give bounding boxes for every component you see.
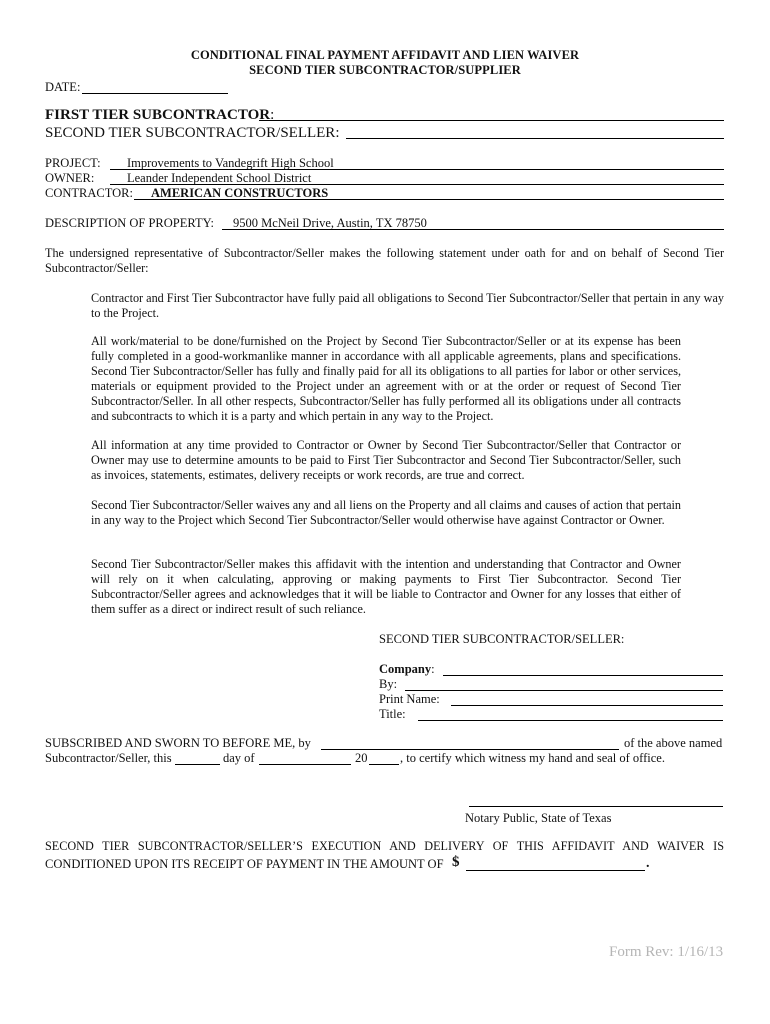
company-label: Company:	[379, 662, 435, 676]
print-name-label: Print Name:	[379, 692, 440, 706]
statement-paragraph: Second Tier Subcontractor/Seller waives any and all liens on the Property and all claims and causes of action that pertain in any way to the Project which Second Tier Subcontractor/Seller would otherwise have against Contractor or Owner.	[91, 498, 681, 527]
sworn-text: SUBSCRIBED AND SWORN TO BEFORE ME, by	[45, 736, 311, 750]
dollar-sign: $	[452, 854, 460, 870]
form-subtitle: SECOND TIER SUBCONTRACTOR/SUPPLIER	[249, 63, 521, 77]
intro-statement: The undersigned representative of Subcontractor/Seller makes the following statement under oath for and on behalf of Second Tier Subcontractor/Seller:	[45, 246, 724, 275]
by-label: By:	[379, 677, 398, 691]
project-value: Improvements to Vandegrift High School	[127, 156, 334, 170]
title-field[interactable]	[418, 707, 723, 721]
owner-value: Leander Independent School District	[127, 171, 312, 185]
contractor-value: AMERICAN CONSTRUCTORS	[151, 186, 329, 200]
sworn-text: , to certify which witness my hand and seal of office.	[400, 751, 665, 765]
property-label: DESCRIPTION OF PROPERTY:	[45, 216, 214, 230]
notary-signature-field[interactable]	[469, 793, 723, 807]
second-tier-field[interactable]	[346, 124, 724, 139]
sworn-text: 20	[355, 751, 368, 765]
second-tier-label: SECOND TIER SUBCONTRACTOR/SELLER:	[45, 125, 340, 141]
statement-paragraph: Contractor and First Tier Subcontractor have fully paid all obligations to Second Tier Subcontractor/Seller that pertain in any way to the Project.	[91, 291, 724, 320]
statement-paragraph: Second Tier Subcontractor/Seller makes this affidavit with the intention and understanding that Contractor and Owner will rely on it when calculating, approving or making payments to First Tier Subcontractor. Second Tier Subcontractor/Seller agrees and acknowledges that it will be liable to Contractor and Owner for any losses that either of them suffer as a direct or indirect result of such reliance.	[91, 557, 681, 616]
payment-amount-field[interactable]	[466, 857, 645, 871]
date-label: DATE:	[45, 80, 81, 94]
form-title: CONDITIONAL FINAL PAYMENT AFFIDAVIT AND LIEN WAIVER	[190, 48, 580, 62]
first-tier-label: FIRST TIER SUBCONTRACTOR:	[45, 107, 275, 123]
by-field[interactable]	[405, 677, 723, 691]
signature-heading: SECOND TIER SUBCONTRACTOR/SELLER:	[379, 632, 625, 646]
condition-text: CONDITIONED UPON ITS RECEIPT OF PAYMENT IN THE AMOUNT OF	[45, 857, 444, 871]
sworn-month-field[interactable]	[259, 751, 351, 765]
sworn-by-field[interactable]	[321, 736, 619, 750]
first-tier-field[interactable]	[259, 106, 724, 121]
period: .	[646, 856, 650, 871]
title-label: Title:	[379, 707, 406, 721]
print-name-field[interactable]	[451, 692, 723, 706]
sworn-day-field[interactable]	[175, 751, 220, 765]
sworn-year-field[interactable]	[369, 751, 399, 765]
owner-label: OWNER:	[45, 171, 95, 185]
sworn-text: of the above named	[624, 736, 723, 750]
date-field[interactable]	[82, 80, 228, 94]
notary-label: Notary Public, State of Texas	[465, 811, 612, 825]
project-label: PROJECT:	[45, 156, 101, 170]
statement-paragraph: All information at any time provided to Contractor or Owner by Second Tier Subcontractor/Seller that Contractor or Owner may use to determine amounts to be paid to First Tier Subcontractor and Second Tier Subcontractor/Seller, such as invoices, statements, estimates, delivery receipts or work records, are true and correct.	[91, 438, 681, 482]
property-value: 9500 McNeil Drive, Austin, TX 78750	[233, 216, 427, 230]
contractor-label: CONTRACTOR:	[45, 186, 133, 200]
statement-paragraph: All work/material to be done/furnished on the Project by Second Tier Subcontractor/Seller or at its expense has been fully completed in a good-workmanlike manner in accordance with all applicable agreements, plans and specifications. Second Tier Subcontractor/Seller has fully and finally paid for all its obligations to all parties for labor or other services, materials or equipment provided to the Project under an agreement with or at the order or request of Second Tier Subcontractor/Seller. In all other respects, Subcontractor/Seller has fully performed all its obligations under all contracts and subcontracts to which it is a party and which pertain in any way to the Project.	[91, 334, 681, 423]
sworn-text: day of	[223, 751, 255, 765]
condition-text: SECOND TIER SUBCONTRACTOR/SELLER’S EXECUTION AND DELIVERY OF THIS AFFIDAVIT AND WAIVER IS	[45, 839, 724, 853]
sworn-text: Subcontractor/Seller, this	[45, 751, 172, 765]
form-revision: Form Rev: 1/16/13	[609, 944, 724, 960]
company-field[interactable]	[443, 662, 723, 676]
